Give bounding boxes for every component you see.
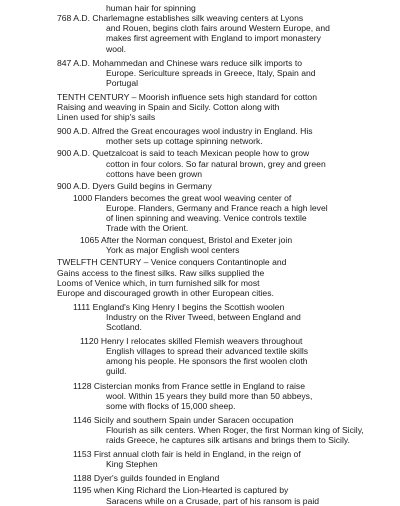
timeline-line: cottons have been grown xyxy=(106,168,203,179)
timeline-line: 1146 Sicily and southern Spain under Saracen occupation xyxy=(73,414,294,425)
timeline-line: among his people. He sponsors the first woolen cloth xyxy=(106,356,308,367)
timeline-line: 1195 when King Richard the Lion-Hearted is captured by xyxy=(73,485,289,496)
timeline-line: of linen spinning and weaving. Venice controls textile xyxy=(106,213,307,223)
timeline-line: human hair for spinning xyxy=(106,3,196,14)
timeline-line: York as major English wool centers xyxy=(106,245,240,256)
timeline-line: some with flocks of 15,000 sheep. xyxy=(106,400,236,411)
timeline-line: Saracens while on a Crusade, part of his ransom is paid xyxy=(106,495,320,506)
timeline-line: 1111 England's King Henry I begins the Scottish woolen xyxy=(73,301,285,312)
timeline-line: Portugal xyxy=(106,77,139,88)
timeline-line: makes first agreement with England to import monastery xyxy=(106,33,321,44)
timeline-line: 1120 Henry I relocates skilled Flemish weavers throughout xyxy=(80,336,303,347)
timeline-line: English villages to spread their advanced textile skills xyxy=(106,346,309,357)
timeline-line: mother sets up cottage spinning network. xyxy=(106,136,263,147)
timeline-line: Europe. Flanders, Germany and France reach a high level xyxy=(106,202,328,213)
timeline-line: Raising and weaving in Spain and Sicily. Cotton along with xyxy=(57,102,280,112)
timeline-line: 1153 First annual cloth fair is held in England, in the reign of xyxy=(73,449,301,460)
timeline-line: 1000 Flanders becomes the great wool weaving center of xyxy=(73,192,292,203)
timeline-line: Flourish as silk centers. When Roger, the first Norman king of Sicily, xyxy=(106,424,364,435)
timeline-line: Europe. Sericulture spreads in Greece, Italy, Spain and xyxy=(106,67,316,78)
timeline-line: wool. xyxy=(106,43,127,54)
timeline-line: 847 A.D. Mohammedan and Chinese wars reduce silk imports to xyxy=(57,57,303,68)
timeline-line: wool. Within 15 years they build more than 50 abbeys, xyxy=(106,390,313,401)
timeline-line: and Rouen, begins cloth fairs around Western Europe, and xyxy=(106,23,330,34)
timeline-line: 900 A.D. Alfred the Great encourages wool industry in England. His xyxy=(57,126,313,137)
timeline-line: Gains access to the finest silks. Raw silks supplied the xyxy=(57,267,265,278)
timeline-line: raids Greece, he captures silk artisans and brings them to Sicily. xyxy=(106,435,350,445)
timeline-line: Industry on the River Tweed, between England and xyxy=(106,311,301,322)
timeline-line: 1128 Cistercian monks from France settle in England to raise xyxy=(73,380,305,391)
timeline-line: guild. xyxy=(106,366,127,377)
timeline-line: King Stephen xyxy=(106,459,158,470)
timeline-line: 1065 After the Norman conquest, Bristol and Exeter join xyxy=(80,235,293,246)
timeline-line: 900 A.D. Quetzalcoat is said to teach Mexican people how to grow xyxy=(57,148,310,159)
timeline-line: Looms of Venice which, in turn furnished silk for most xyxy=(57,277,260,288)
timeline-line: 768 A.D. Charlemagne establishes silk weaving centers at Lyons xyxy=(57,13,304,24)
timeline-line: TWELFTH CENTURY – Venice conquers Contantinople and xyxy=(57,257,287,268)
timeline-line: 1188 Dyer's guilds founded in England xyxy=(73,473,220,484)
timeline-line: Scotland. xyxy=(106,322,142,332)
timeline-line: Trade with the Orient. xyxy=(106,223,189,234)
timeline-line: 900 A.D. Dyers Guild begins in Germany xyxy=(57,180,212,191)
timeline-line: cotton in four colors. So far natural brown, grey and green xyxy=(106,158,326,169)
timeline-line: Europe and discouraged growth in other European cities. xyxy=(57,287,274,298)
timeline-line: Linen used for ship's sails xyxy=(57,112,156,123)
timeline-line: TENTH CENTURY – Moorish influence sets high standard for cotton xyxy=(57,91,317,102)
